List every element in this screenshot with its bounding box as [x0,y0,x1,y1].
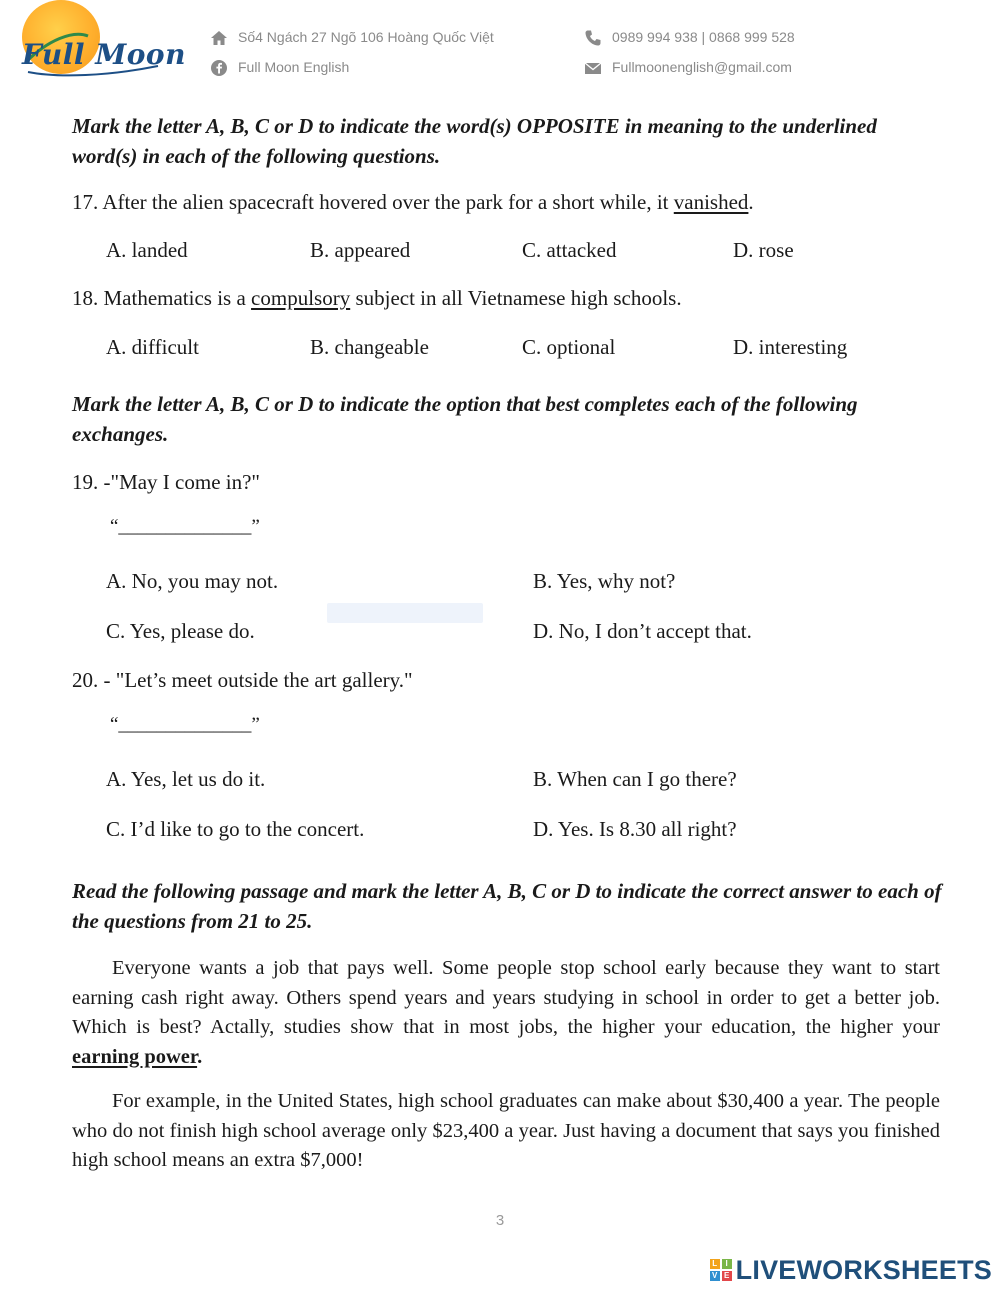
q19-blank: “______________” [110,516,260,537]
address-line [210,29,494,47]
passage-paragraph-2 [72,1087,940,1176]
q17-end: . [748,190,754,214]
q18-option-a[interactable]: A. difficult [106,335,199,359]
q17-option-d[interactable]: D. rose [733,238,794,262]
email-text: Fullmoonenglish@gmail.com [612,59,792,75]
q17-text: 17. After the alien spacecraft hovered over the park for a short while, it [72,190,674,214]
home-icon [210,29,228,47]
phone-icon [584,29,602,47]
q18-option-d[interactable]: D. interesting [733,335,848,359]
q18-underlined-word: compulsory [251,286,351,310]
para2-text: For example, in the United States, high school graduates can make about $30,400 a year. The people who do not finish high school average only $23,400 a year. Just having a document that says you finished high school means an extra $7,000! [72,1090,940,1171]
q19-option-b[interactable]: B. Yes, why not? [533,569,676,593]
q17-option-a[interactable]: A. landed [106,238,188,262]
liveworksheets-logo-icon [710,1259,732,1281]
address-text: Số4 Ngách 27 Ngõ 106 Hoàng Quốc Việt [238,29,494,45]
q17-option-b[interactable]: B. appeared [310,238,411,262]
instruction-passage: Read the following passage and mark the letter A, B, C or D to indicate the correct answer to each of the questions from 21 to 25. [72,879,942,933]
page-number: 3 [495,1212,505,1229]
q17-option-c[interactable]: C. attacked [522,238,617,262]
email-line [584,59,792,77]
mail-icon [584,59,602,77]
passage-paragraph-1 [72,954,940,1072]
q20-option-a[interactable]: A. Yes, let us do it. [106,767,266,791]
facebook-text: Full Moon English [238,59,350,75]
para1-text: Everyone wants a job that pays well. Some people stop school early because they want to start earning cash right away. Others spend years and years studying in school in order to get a better job. Which is best? Actally, studies show that in most jobs, the higher your education, the higher your [72,957,940,1038]
brand-letter-e: E [722,1271,732,1281]
question-18 [72,286,682,311]
para1-underlined-phrase: earning power [72,1045,198,1068]
q20-option-b[interactable]: B. When can I go there? [533,767,737,791]
answer-dropzone[interactable] [327,603,483,623]
facebook-line [210,59,349,77]
q20-option-d[interactable]: D. Yes. Is 8.30 all right? [533,817,737,841]
q17-underlined-word: vanished [673,190,749,214]
q18-option-b[interactable]: B. changeable [310,335,429,359]
para1-end: . [197,1045,203,1068]
brand-letter-v: V [710,1271,720,1281]
logo-text: Full Moon [22,38,186,71]
q18-end: subject in all Vietnamese high schools. [350,286,682,310]
q18-option-c[interactable]: C. optional [522,335,616,359]
liveworksheets-brand[interactable] [710,1254,992,1286]
liveworksheets-text: LIVEWORKSHEETS [735,1254,992,1285]
q20-blank: “______________” [110,714,260,735]
full-moon-logo [18,0,186,85]
q19-option-c[interactable]: C. Yes, please do. [106,619,255,643]
q18-text: 18. Mathematics is a [72,286,252,310]
q19-option-a[interactable]: A. No, you may not. [106,569,279,593]
q19-option-d[interactable]: D. No, I don’t accept that. [533,619,752,643]
phone-line [584,29,795,47]
instruction-opposite: Mark the letter A, B, C or D to indicate the word(s) OPPOSITE in meaning to the underlined word(s) in each of the following questions. [72,114,877,168]
question-19: 19. -"May I come in?" [72,470,261,494]
q20-option-c[interactable]: C. I’d like to go to the concert. [106,817,365,841]
question-20: 20. - "Let’s meet outside the art gallery." [72,668,413,692]
brand-letter-l: L [710,1259,720,1269]
brand-letter-i: I [722,1259,732,1269]
phone-text: 0989 994 938 | 0868 999 528 [612,29,795,45]
facebook-icon [210,59,228,77]
question-17 [72,190,754,215]
instruction-exchanges: Mark the letter A, B, C or D to indicate the option that best completes each of the following exchanges. [72,392,858,446]
